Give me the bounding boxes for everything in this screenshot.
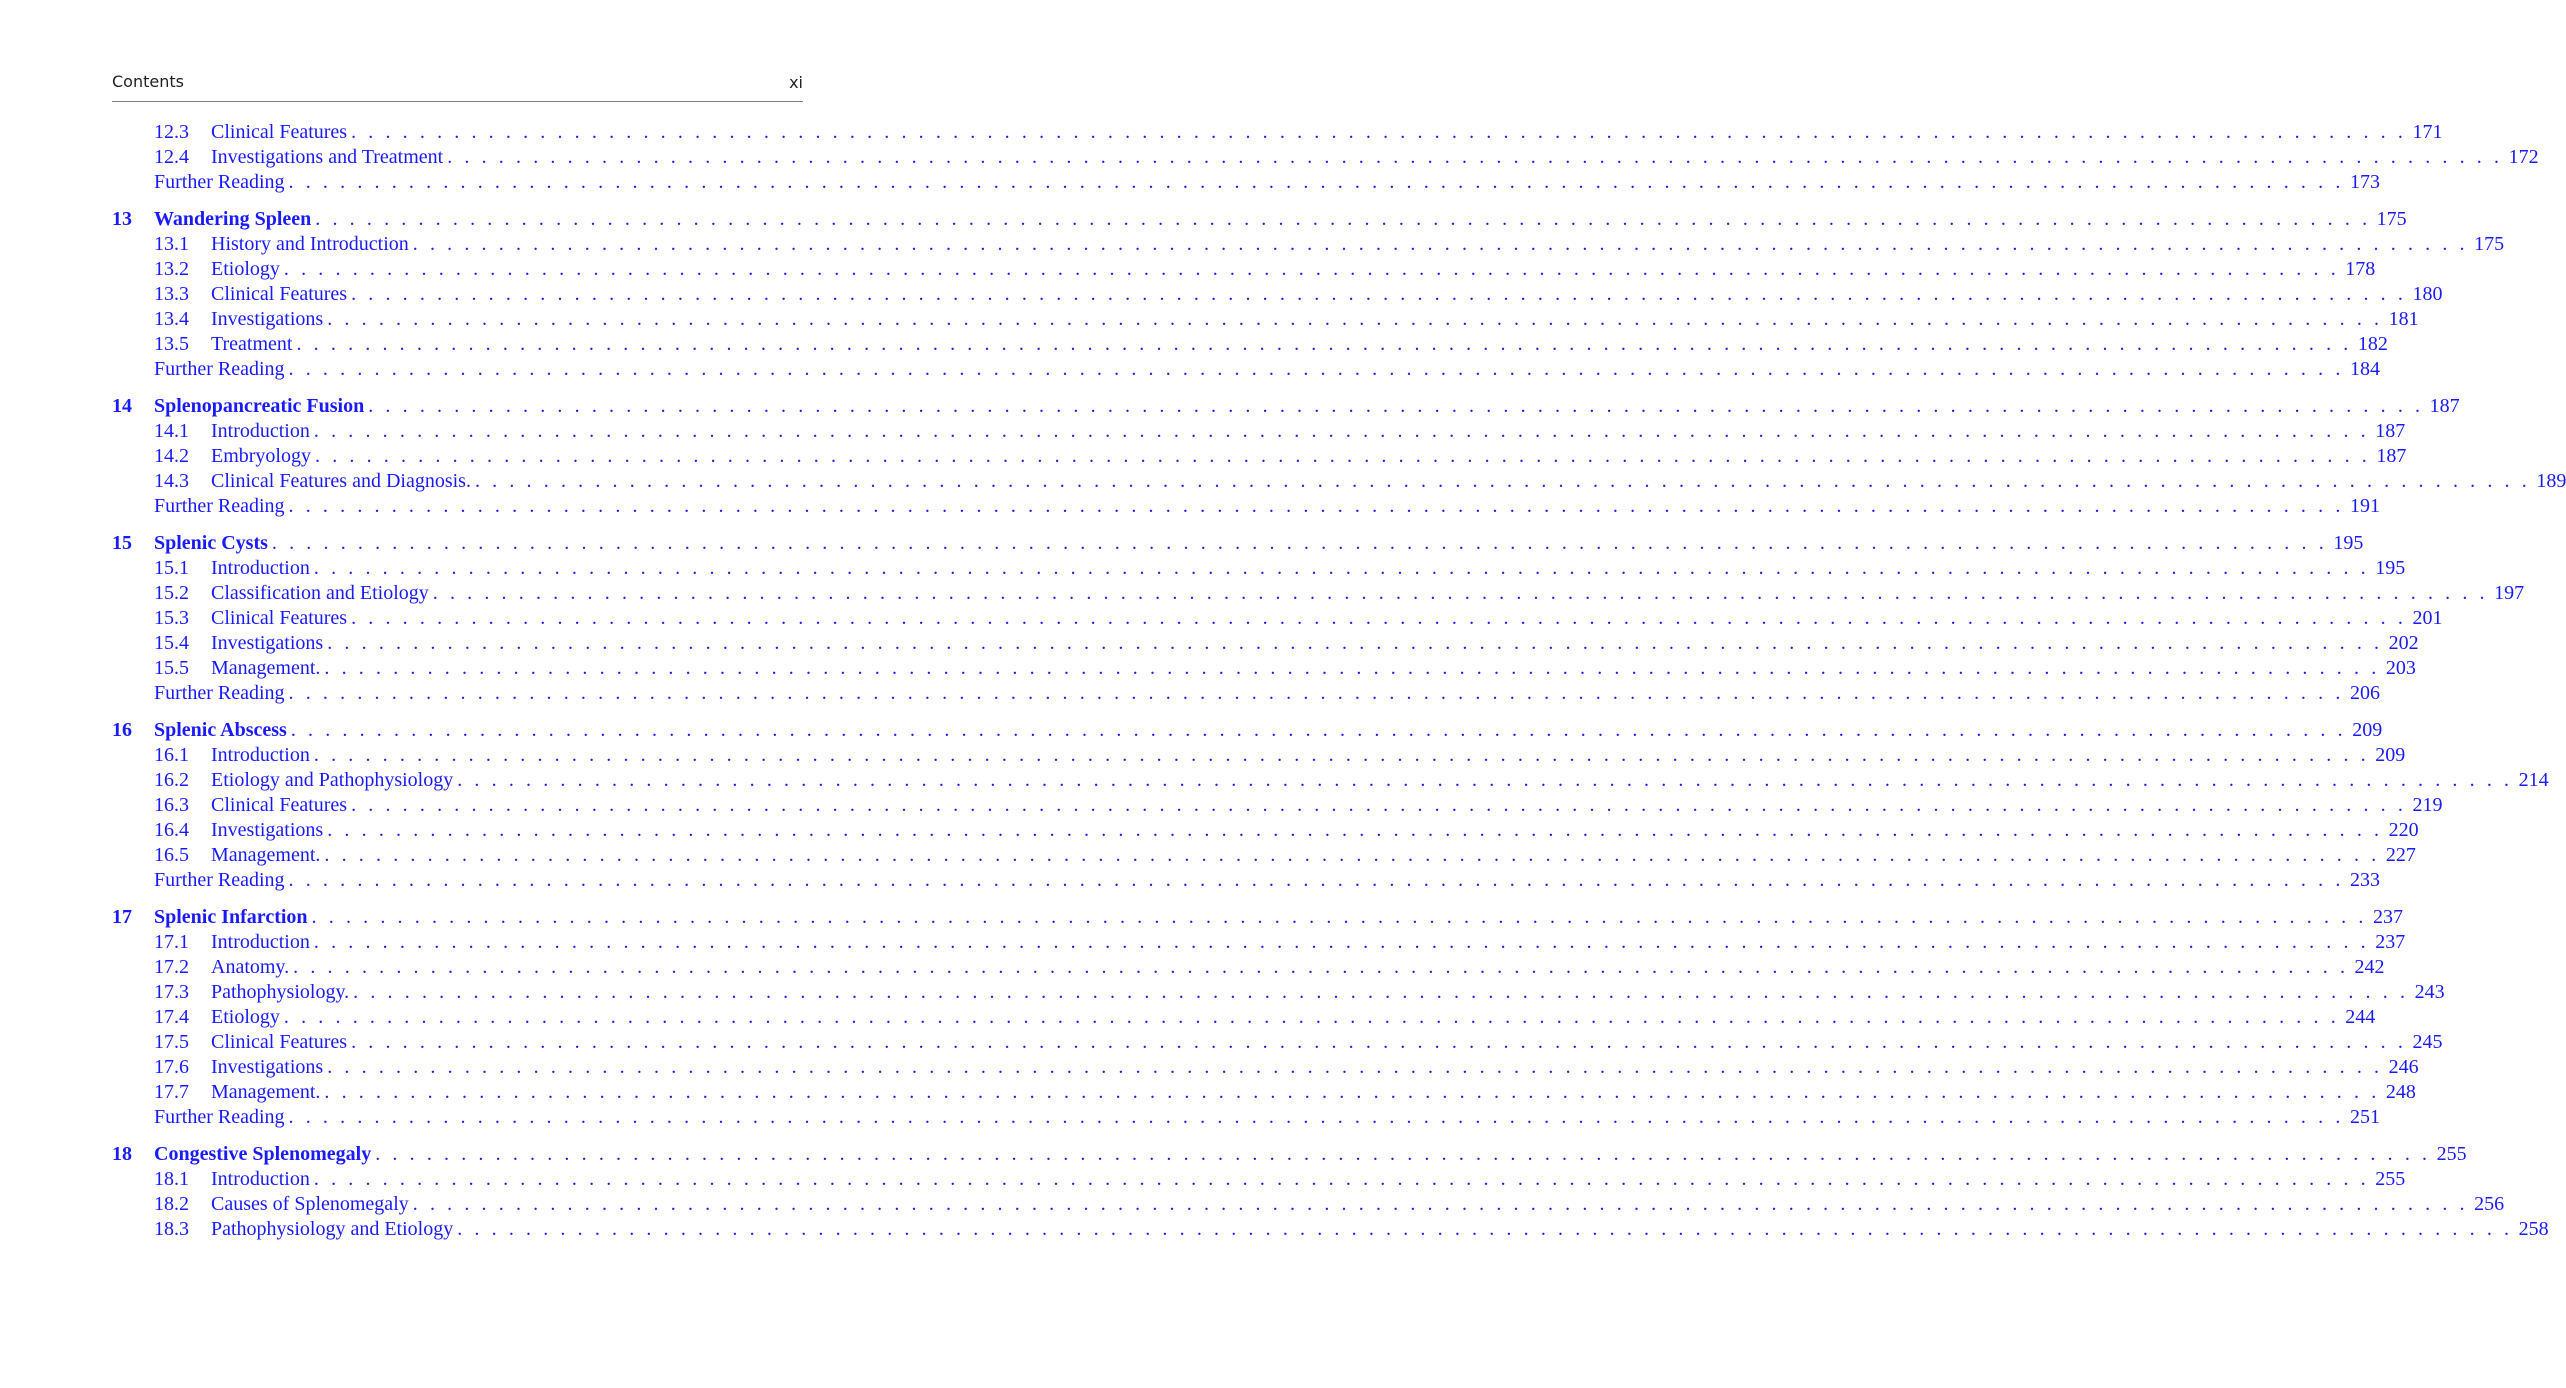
- toc-entry-number: 15.5: [154, 657, 189, 679]
- toc-section-entry[interactable]: [112, 1030, 2443, 1055]
- toc-entry-title: Further Reading: [154, 1106, 285, 1128]
- toc-entry-title: Introduction: [211, 1168, 310, 1190]
- toc-section-entry[interactable]: [112, 556, 2406, 581]
- toc-section-entry[interactable]: [112, 232, 2505, 257]
- toc-entry-title: Splenopancreatic Fusion: [154, 395, 365, 417]
- toc-entry-title: Splenic Cysts: [154, 532, 268, 554]
- toc-entry-page-number: 187: [2429, 395, 2460, 417]
- toc-section-entry[interactable]: [112, 1080, 2416, 1105]
- dot-leader: . . . . . . . . . . . . . . . . . . . . . . . . . . . . . . . . . . . . . . . . . . . . . . . . . . . . . . . . . . . . . . . . . . . . . . . . . . . . . . . . . . . . . . . . . . . . . . . . . . . . . . . . . . . . . . . . . . . . . . . .: [412, 1193, 2469, 1215]
- toc-entry-page-number: 219: [2412, 794, 2443, 816]
- toc-entry-page-number: 184: [2349, 358, 2380, 380]
- toc-entry-page-number: 197: [2494, 582, 2525, 604]
- dot-leader: . . . . . . . . . . . . . . . . . . . . . . . . . . . . . . . . . . . . . . . . . . . . . . . . . . . . . . . . . . . . . . . . . . . . . . . . . . . . . . . . . . . . . . . . . . . . . . . . . . . . . . . . . . . . . . . . . . . . . . . .: [313, 1168, 2370, 1190]
- dot-leader: . . . . . . . . . . . . . . . . . . . . . . . . . . . . . . . . . . . . . . . . . . . . . . . . . . . . . . . . . . . . . . . . . . . . . . . . . . . . . . . . . . . . . . . . . . . . . . . . . . . . . . . . . . . . . . . . . . . . . . . .: [288, 1106, 2344, 1128]
- toc-entry-page-number: 255: [2436, 1143, 2467, 1165]
- toc-entry-number: 13: [112, 208, 132, 230]
- toc-entry-title: Embryology: [211, 445, 311, 467]
- dot-leader: . . . . . . . . . . . . . . . . . . . . . . . . . . . . . . . . . . . . . . . . . . . . . . . . . . . . . . . . . . . . . . . . . . . . . . . . . . . . . . . . . . . . . . . . . . . . . . . . . . . . . . . . . . . . . . . . . . . . . . . .: [324, 1081, 2380, 1103]
- toc-entry-title: Pathophysiology and Etiology: [211, 1218, 454, 1240]
- toc-entry-page-number: 255: [2375, 1168, 2406, 1190]
- toc-entry-page-number: 173: [2349, 171, 2380, 193]
- toc-entry-page-number: 195: [2375, 557, 2406, 579]
- toc-entry-title: Clinical Features and Diagnosis.: [211, 470, 471, 492]
- toc-entry-title: Investigations: [211, 1056, 324, 1078]
- dot-leader: . . . . . . . . . . . . . . . . . . . . . . . . . . . . . . . . . . . . . . . . . . . . . . . . . . . . . . . . . . . . . . . . . . . . . . . . . . . . . . . . . . . . . . . . . . . . . . . . . . . . . . . . . . . . . . . . . . . . . . . .: [327, 308, 2383, 330]
- dot-leader: . . . . . . . . . . . . . . . . . . . . . . . . . . . . . . . . . . . . . . . . . . . . . . . . . . . . . . . . . . . . . . . . . . . . . . . . . . . . . . . . . . . . . . . . . . . . . . . . . . . . . . . . . . . . . . . . . . . . . . . .: [283, 1006, 2340, 1028]
- toc-entry-number: 18.3: [154, 1218, 189, 1240]
- toc-entry-page-number: 171: [2412, 121, 2443, 143]
- toc-entry-number: 15.1: [154, 557, 189, 579]
- toc-entry-title: Management.: [211, 657, 321, 679]
- toc-entry-page-number: 237: [2375, 931, 2406, 953]
- toc-entry-title: Wandering Spleen: [154, 208, 312, 230]
- toc-entry-number: 13.4: [154, 308, 189, 330]
- toc-entry-page-number: 256: [2474, 1193, 2505, 1215]
- toc-entry-page-number: 175: [2474, 233, 2505, 255]
- dot-leader: . . . . . . . . . . . . . . . . . . . . . . . . . . . . . . . . . . . . . . . . . . . . . . . . . . . . . . . . . . . . . . . . . . . . . . . . . . . . . . . . . . . . . . . . . . . . . . . . . . . . . . . . . . . . . . . . . . . . . . . .: [293, 956, 2349, 978]
- dot-leader: . . . . . . . . . . . . . . . . . . . . . . . . . . . . . . . . . . . . . . . . . . . . . . . . . . . . . . . . . . . . . . . . . . . . . . . . . . . . . . . . . . . . . . . . . . . . . . . . . . . . . . . . . . . . . . . . . . . . . . . .: [313, 420, 2370, 442]
- dot-leader: . . . . . . . . . . . . . . . . . . . . . . . . . . . . . . . . . . . . . . . . . . . . . . . . . . . . . . . . . . . . . . . . . . . . . . . . . . . . . . . . . . . . . . . . . . . . . . . . . . . . . . . . . . . . . . . . . . . . . . . .: [271, 532, 2328, 554]
- dot-leader: . . . . . . . . . . . . . . . . . . . . . . . . . . . . . . . . . . . . . . . . . . . . . . . . . . . . . . . . . . . . . . . . . . . . . . . . . . . . . . . . . . . . . . . . . . . . . . . . . . . . . . . . . . . . . . . . . . . . . . . .: [288, 869, 2344, 891]
- toc-entry-page-number: 209: [2375, 744, 2406, 766]
- toc-section-entry[interactable]: [112, 145, 2539, 170]
- toc-entry-title: Introduction: [211, 420, 310, 442]
- toc-entry-number: 17.4: [154, 1006, 189, 1028]
- dot-leader: . . . . . . . . . . . . . . . . . . . . . . . . . . . . . . . . . . . . . . . . . . . . . . . . . . . . . . . . . . . . . . . . . . . . . . . . . . . . . . . . . . . . . . . . . . . . . . . . . . . . . . . . . . . . . . . . . . . . . . . .: [351, 607, 2407, 629]
- toc-entry-page-number: 181: [2388, 308, 2419, 330]
- toc-entry-page-number: 189: [2536, 470, 2566, 492]
- toc-entry-page-number: 178: [2345, 258, 2376, 280]
- toc-entry-page-number: 214: [2518, 769, 2549, 791]
- toc-entry-title: Further Reading: [154, 495, 285, 517]
- dot-leader: . . . . . . . . . . . . . . . . . . . . . . . . . . . . . . . . . . . . . . . . . . . . . . . . . . . . . . . . . . . . . . . . . . . . . . . . . . . . . . . . . . . . . . . . . . . . . . . . . . . . . . . . . . . . . . . . . . . . . . . .: [313, 931, 2370, 953]
- dot-leader: . . . . . . . . . . . . . . . . . . . . . . . . . . . . . . . . . . . . . . . . . . . . . . . . . . . . . . . . . . . . . . . . . . . . . . . . . . . . . . . . . . . . . . . . . . . . . . . . . . . . . . . . . . . . . . . . . . . . . . . .: [327, 632, 2383, 654]
- toc-entry-title: Management.: [211, 844, 321, 866]
- dot-leader: . . . . . . . . . . . . . . . . . . . . . . . . . . . . . . . . . . . . . . . . . . . . . . . . . . . . . . . . . . . . . . . . . . . . . . . . . . . . . . . . . . . . . . . . . . . . . . . . . . . . . . . . . . . . . . . . . . . . . . . .: [327, 1056, 2383, 1078]
- toc-chapter-entry[interactable]: [112, 394, 2460, 419]
- toc-entry-title: Congestive Splenomegaly: [154, 1143, 372, 1165]
- toc-entry-number: 17: [112, 906, 132, 928]
- toc-entry-page-number: 248: [2385, 1081, 2416, 1103]
- dot-leader: . . . . . . . . . . . . . . . . . . . . . . . . . . . . . . . . . . . . . . . . . . . . . . . . . . . . . . . . . . . . . . . . . . . . . . . . . . . . . . . . . . . . . . . . . . . . . . . . . . . . . . . . . . . . . . . . . . . . . . . .: [375, 1143, 2431, 1165]
- dot-leader: . . . . . . . . . . . . . . . . . . . . . . . . . . . . . . . . . . . . . . . . . . . . . . . . . . . . . . . . . . . . . . . . . . . . . . . . . . . . . . . . . . . . . . . . . . . . . . . . . . . . . . . . . . . . . . . . . . . . . . . .: [368, 395, 2424, 417]
- toc-entry-title: Etiology: [211, 1006, 280, 1028]
- dot-leader: . . . . . . . . . . . . . . . . . . . . . . . . . . . . . . . . . . . . . . . . . . . . . . . . . . . . . . . . . . . . . . . . . . . . . . . . . . . . . . . . . . . . . . . . . . . . . . . . . . . . . . . . . . . . . . . . . . . . . . . .: [474, 470, 2531, 492]
- toc-section-entry[interactable]: [112, 818, 2419, 843]
- toc-entry-title: Investigations: [211, 632, 324, 654]
- toc-entry-title: Pathophysiology.: [211, 981, 350, 1003]
- toc-chapter-entry[interactable]: [112, 905, 2403, 930]
- dot-leader: . . . . . . . . . . . . . . . . . . . . . . . . . . . . . . . . . . . . . . . . . . . . . . . . . . . . . . . . . . . . . . . . . . . . . . . . . . . . . . . . . . . . . . . . . . . . . . . . . . . . . . . . . . . . . . . . . . . . . . . .: [290, 719, 2347, 741]
- toc-entry-number: 15: [112, 532, 132, 554]
- toc-entry-number: 17.7: [154, 1081, 189, 1103]
- toc-entry-title: Investigations: [211, 819, 324, 841]
- toc-entry-number: 16.5: [154, 844, 189, 866]
- toc-entry-number: 16.2: [154, 769, 189, 791]
- toc-entry-page-number: 175: [2376, 208, 2407, 230]
- toc-entry-number: 14: [112, 395, 132, 417]
- toc-section-entry[interactable]: [112, 656, 2416, 681]
- toc-entry-number: 13.1: [154, 233, 189, 255]
- dot-leader: . . . . . . . . . . . . . . . . . . . . . . . . . . . . . . . . . . . . . . . . . . . . . . . . . . . . . . . . . . . . . . . . . . . . . . . . . . . . . . . . . . . . . . . . . . . . . . . . . . . . . . . . . . . . . . . . . . . . . . . .: [324, 844, 2380, 866]
- toc-section-entry[interactable]: [112, 581, 2525, 606]
- toc-entry-number: 12.3: [154, 121, 189, 143]
- toc-further-reading-entry[interactable]: [112, 868, 2380, 893]
- toc-entry-title: Introduction: [211, 931, 310, 953]
- toc-entry-number: 18: [112, 1143, 132, 1165]
- dot-leader: . . . . . . . . . . . . . . . . . . . . . . . . . . . . . . . . . . . . . . . . . . . . . . . . . . . . . . . . . . . . . . . . . . . . . . . . . . . . . . . . . . . . . . . . . . . . . . . . . . . . . . . . . . . . . . . . . . . . . . . .: [288, 171, 2344, 193]
- toc-entry-page-number: 195: [2333, 532, 2364, 554]
- toc-entry-title: Investigations and Treatment: [211, 146, 444, 168]
- toc-entry-page-number: 227: [2385, 844, 2416, 866]
- toc-section-entry[interactable]: [112, 469, 2566, 494]
- toc-further-reading-entry[interactable]: [112, 494, 2380, 519]
- toc-section-entry[interactable]: [112, 419, 2406, 444]
- toc-entry-number: 16: [112, 719, 132, 741]
- toc-section-entry[interactable]: [112, 1055, 2419, 1080]
- dot-leader: . . . . . . . . . . . . . . . . . . . . . . . . . . . . . . . . . . . . . . . . . . . . . . . . . . . . . . . . . . . . . . . . . . . . . . . . . . . . . . . . . . . . . . . . . . . . . . . . . . . . . . . . . . . . . . . . . . . . . . . .: [412, 233, 2469, 255]
- toc-section-entry[interactable]: [112, 1005, 2376, 1030]
- toc-entry-page-number: 245: [2412, 1031, 2443, 1053]
- toc-section-entry[interactable]: [112, 955, 2385, 980]
- dot-leader: . . . . . . . . . . . . . . . . . . . . . . . . . . . . . . . . . . . . . . . . . . . . . . . . . . . . . . . . . . . . . . . . . . . . . . . . . . . . . . . . . . . . . . . . . . . . . . . . . . . . . . . . . . . . . . . . . . . . . . . .: [351, 283, 2407, 305]
- toc-entry-page-number: 202: [2388, 632, 2419, 654]
- dot-leader: . . . . . . . . . . . . . . . . . . . . . . . . . . . . . . . . . . . . . . . . . . . . . . . . . . . . . . . . . . . . . . . . . . . . . . . . . . . . . . . . . . . . . . . . . . . . . . . . . . . . . . . . . . . . . . . . . . . . . . . .: [296, 333, 2352, 355]
- toc-entry-page-number: 203: [2385, 657, 2416, 679]
- toc-entry-page-number: 243: [2414, 981, 2445, 1003]
- toc-entry-title: Management.: [211, 1081, 321, 1103]
- toc-entry-title: Classification and Etiology: [211, 582, 429, 604]
- dot-leader: . . . . . . . . . . . . . . . . . . . . . . . . . . . . . . . . . . . . . . . . . . . . . . . . . . . . . . . . . . . . . . . . . . . . . . . . . . . . . . . . . . . . . . . . . . . . . . . . . . . . . . . . . . . . . . . . . . . . . . . .: [288, 495, 2344, 517]
- dot-leader: . . . . . . . . . . . . . . . . . . . . . . . . . . . . . . . . . . . . . . . . . . . . . . . . . . . . . . . . . . . . . . . . . . . . . . . . . . . . . . . . . . . . . . . . . . . . . . . . . . . . . . . . . . . . . . . . . . . . . . . .: [288, 682, 2344, 704]
- toc-entry-title: Clinical Features: [211, 121, 348, 143]
- toc-entry-number: 18.2: [154, 1193, 189, 1215]
- toc-entry-title: Splenic Abscess: [154, 719, 287, 741]
- toc-entry-number: 17.3: [154, 981, 189, 1003]
- toc-entry-page-number: 182: [2357, 333, 2388, 355]
- toc-entry-number: 17.2: [154, 956, 189, 978]
- dot-leader: . . . . . . . . . . . . . . . . . . . . . . . . . . . . . . . . . . . . . . . . . . . . . . . . . . . . . . . . . . . . . . . . . . . . . . . . . . . . . . . . . . . . . . . . . . . . . . . . . . . . . . . . . . . . . . . . . . . . . . . .: [351, 1031, 2407, 1053]
- toc-section-entry[interactable]: [112, 282, 2443, 307]
- toc-section-entry[interactable]: [112, 768, 2549, 793]
- header-title: Contents: [112, 72, 184, 91]
- header-page-number: xi: [789, 73, 803, 92]
- toc-entry-page-number: 242: [2354, 956, 2385, 978]
- toc-entry-number: 14.2: [154, 445, 189, 467]
- toc-further-reading-entry[interactable]: [112, 170, 2380, 195]
- toc-entry-title: History and Introduction: [211, 233, 409, 255]
- dot-leader: . . . . . . . . . . . . . . . . . . . . . . . . . . . . . . . . . . . . . . . . . . . . . . . . . . . . . . . . . . . . . . . . . . . . . . . . . . . . . . . . . . . . . . . . . . . . . . . . . . . . . . . . . . . . . . . . . . . . . . . .: [313, 557, 2370, 579]
- toc-entry-page-number: 201: [2412, 607, 2443, 629]
- toc-entry-title: Introduction: [211, 744, 310, 766]
- toc-section-entry[interactable]: [112, 980, 2445, 1005]
- toc-section-entry[interactable]: [112, 930, 2406, 955]
- toc-entry-page-number: 251: [2349, 1106, 2380, 1128]
- toc-entry-title: Anatomy.: [211, 956, 290, 978]
- toc-entry-page-number: 206: [2349, 682, 2380, 704]
- toc-entry-number: 13.2: [154, 258, 189, 280]
- toc-entry-number: 13.3: [154, 283, 189, 305]
- toc-entry-title: Clinical Features: [211, 607, 348, 629]
- toc-entry-title: Further Reading: [154, 869, 285, 891]
- dot-leader: . . . . . . . . . . . . . . . . . . . . . . . . . . . . . . . . . . . . . . . . . . . . . . . . . . . . . . . . . . . . . . . . . . . . . . . . . . . . . . . . . . . . . . . . . . . . . . . . . . . . . . . . . . . . . . . . . . . . . . . .: [353, 981, 2409, 1003]
- toc-entry-title: Etiology and Pathophysiology: [211, 769, 454, 791]
- dot-leader: . . . . . . . . . . . . . . . . . . . . . . . . . . . . . . . . . . . . . . . . . . . . . . . . . . . . . . . . . . . . . . . . . . . . . . . . . . . . . . . . . . . . . . . . . . . . . . . . . . . . . . . . . . . . . . . . . . . . . . . .: [315, 445, 2371, 467]
- toc-entry-page-number: 187: [2375, 420, 2406, 442]
- toc-entry-number: 15.2: [154, 582, 189, 604]
- toc-entry-number: 16.4: [154, 819, 189, 841]
- toc-entry-number: 18.1: [154, 1168, 189, 1190]
- toc-entry-number: 16.3: [154, 794, 189, 816]
- toc-section-entry[interactable]: [112, 332, 2388, 357]
- toc-entry-page-number: 233: [2349, 869, 2380, 891]
- toc-entry-number: 14.1: [154, 420, 189, 442]
- toc-section-entry[interactable]: [112, 606, 2443, 631]
- toc-section-entry[interactable]: [112, 1217, 2549, 1242]
- toc-section-entry[interactable]: [112, 257, 2376, 282]
- toc-chapter-entry[interactable]: [112, 1142, 2467, 1167]
- toc-entry-title: Etiology: [211, 258, 280, 280]
- toc-entry-page-number: 258: [2518, 1218, 2549, 1240]
- dot-leader: . . . . . . . . . . . . . . . . . . . . . . . . . . . . . . . . . . . . . . . . . . . . . . . . . . . . . . . . . . . . . . . . . . . . . . . . . . . . . . . . . . . . . . . . . . . . . . . . . . . . . . . . . . . . . . . . . . . . . . . .: [311, 906, 2367, 928]
- toc-entry-page-number: 180: [2412, 283, 2443, 305]
- toc-chapter-entry[interactable]: [112, 207, 2407, 232]
- toc-section-entry[interactable]: [112, 1167, 2406, 1192]
- toc-entry-title: Clinical Features: [211, 794, 348, 816]
- toc-section-entry[interactable]: [112, 1192, 2505, 1217]
- toc-entry-number: 16.1: [154, 744, 189, 766]
- toc-entry-number: 12.4: [154, 146, 189, 168]
- toc-entry-title: Further Reading: [154, 171, 285, 193]
- toc-further-reading-entry[interactable]: [112, 357, 2380, 382]
- toc-entry-title: Investigations: [211, 308, 324, 330]
- dot-leader: . . . . . . . . . . . . . . . . . . . . . . . . . . . . . . . . . . . . . . . . . . . . . . . . . . . . . . . . . . . . . . . . . . . . . . . . . . . . . . . . . . . . . . . . . . . . . . . . . . . . . . . . . . . . . . . . . . . . . . . .: [324, 657, 2380, 679]
- dot-leader: . . . . . . . . . . . . . . . . . . . . . . . . . . . . . . . . . . . . . . . . . . . . . . . . . . . . . . . . . . . . . . . . . . . . . . . . . . . . . . . . . . . . . . . . . . . . . . . . . . . . . . . . . . . . . . . . . . . . . . . .: [351, 121, 2407, 143]
- toc-further-reading-entry[interactable]: [112, 1105, 2380, 1130]
- toc-entry-number: 13.5: [154, 333, 189, 355]
- dot-leader: . . . . . . . . . . . . . . . . . . . . . . . . . . . . . . . . . . . . . . . . . . . . . . . . . . . . . . . . . . . . . . . . . . . . . . . . . . . . . . . . . . . . . . . . . . . . . . . . . . . . . . . . . . . . . . . . . . . . . . . .: [327, 819, 2383, 841]
- toc-chapter-entry[interactable]: [112, 718, 2383, 743]
- toc-entry-number: 14.3: [154, 470, 189, 492]
- dot-leader: . . . . . . . . . . . . . . . . . . . . . . . . . . . . . . . . . . . . . . . . . . . . . . . . . . . . . . . . . . . . . . . . . . . . . . . . . . . . . . . . . . . . . . . . . . . . . . . . . . . . . . . . . . . . . . . . . . . . . . . .: [351, 794, 2407, 816]
- toc-entry-number: 17.6: [154, 1056, 189, 1078]
- toc-entry-number: 17.5: [154, 1031, 189, 1053]
- toc-entry-page-number: 220: [2388, 819, 2419, 841]
- toc-further-reading-entry[interactable]: [112, 681, 2380, 706]
- running-header: [112, 70, 803, 102]
- dot-leader: . . . . . . . . . . . . . . . . . . . . . . . . . . . . . . . . . . . . . . . . . . . . . . . . . . . . . . . . . . . . . . . . . . . . . . . . . . . . . . . . . . . . . . . . . . . . . . . . . . . . . . . . . . . . . . . . . . . . . . . .: [313, 744, 2370, 766]
- toc-entry-title: Introduction: [211, 557, 310, 579]
- dot-leader: . . . . . . . . . . . . . . . . . . . . . . . . . . . . . . . . . . . . . . . . . . . . . . . . . . . . . . . . . . . . . . . . . . . . . . . . . . . . . . . . . . . . . . . . . . . . . . . . . . . . . . . . . . . . . . . . . . . . . . . .: [315, 208, 2371, 230]
- toc-entry-title: Clinical Features: [211, 283, 348, 305]
- dot-leader: . . . . . . . . . . . . . . . . . . . . . . . . . . . . . . . . . . . . . . . . . . . . . . . . . . . . . . . . . . . . . . . . . . . . . . . . . . . . . . . . . . . . . . . . . . . . . . . . . . . . . . . . . . . . . . . . . . . . . . . .: [288, 358, 2344, 380]
- toc-entry-title: Further Reading: [154, 682, 285, 704]
- dot-leader: . . . . . . . . . . . . . . . . . . . . . . . . . . . . . . . . . . . . . . . . . . . . . . . . . . . . . . . . . . . . . . . . . . . . . . . . . . . . . . . . . . . . . . . . . . . . . . . . . . . . . . . . . . . . . . . . . . . . . . . .: [432, 582, 2489, 604]
- toc-entry-title: Further Reading: [154, 358, 285, 380]
- toc-section-entry[interactable]: [112, 843, 2416, 868]
- toc-entry-title: Splenic Infarction: [154, 906, 308, 928]
- table-of-contents: [112, 120, 2566, 1242]
- toc-entry-page-number: 172: [2508, 146, 2539, 168]
- toc-entry-number: 15.3: [154, 607, 189, 629]
- toc-entry-page-number: 244: [2345, 1006, 2376, 1028]
- toc-chapter-entry[interactable]: [112, 531, 2364, 556]
- toc-section-entry[interactable]: [112, 444, 2407, 469]
- toc-section-entry[interactable]: [112, 743, 2406, 768]
- toc-section-entry[interactable]: [112, 631, 2419, 656]
- dot-leader: . . . . . . . . . . . . . . . . . . . . . . . . . . . . . . . . . . . . . . . . . . . . . . . . . . . . . . . . . . . . . . . . . . . . . . . . . . . . . . . . . . . . . . . . . . . . . . . . . . . . . . . . . . . . . . . . . . . . . . . .: [283, 258, 2340, 280]
- toc-section-entry[interactable]: [112, 793, 2443, 818]
- toc-section-entry[interactable]: [112, 120, 2443, 145]
- toc-section-entry[interactable]: [112, 307, 2419, 332]
- toc-entry-page-number: 191: [2349, 495, 2380, 517]
- toc-entry-title: Treatment: [211, 333, 293, 355]
- toc-entry-title: Causes of Splenomegaly: [211, 1193, 409, 1215]
- toc-entry-page-number: 187: [2376, 445, 2407, 467]
- dot-leader: . . . . . . . . . . . . . . . . . . . . . . . . . . . . . . . . . . . . . . . . . . . . . . . . . . . . . . . . . . . . . . . . . . . . . . . . . . . . . . . . . . . . . . . . . . . . . . . . . . . . . . . . . . . . . . . . . . . . . . . .: [447, 146, 2503, 168]
- toc-entry-page-number: 209: [2352, 719, 2383, 741]
- toc-entry-page-number: 246: [2388, 1056, 2419, 1078]
- dot-leader: . . . . . . . . . . . . . . . . . . . . . . . . . . . . . . . . . . . . . . . . . . . . . . . . . . . . . . . . . . . . . . . . . . . . . . . . . . . . . . . . . . . . . . . . . . . . . . . . . . . . . . . . . . . . . . . . . . . . . . . .: [457, 769, 2513, 791]
- toc-entry-page-number: 237: [2372, 906, 2403, 928]
- toc-entry-number: 17.1: [154, 931, 189, 953]
- toc-entry-title: Clinical Features: [211, 1031, 348, 1053]
- toc-entry-number: 15.4: [154, 632, 189, 654]
- dot-leader: . . . . . . . . . . . . . . . . . . . . . . . . . . . . . . . . . . . . . . . . . . . . . . . . . . . . . . . . . . . . . . . . . . . . . . . . . . . . . . . . . . . . . . . . . . . . . . . . . . . . . . . . . . . . . . . . . . . . . . . .: [457, 1218, 2513, 1240]
